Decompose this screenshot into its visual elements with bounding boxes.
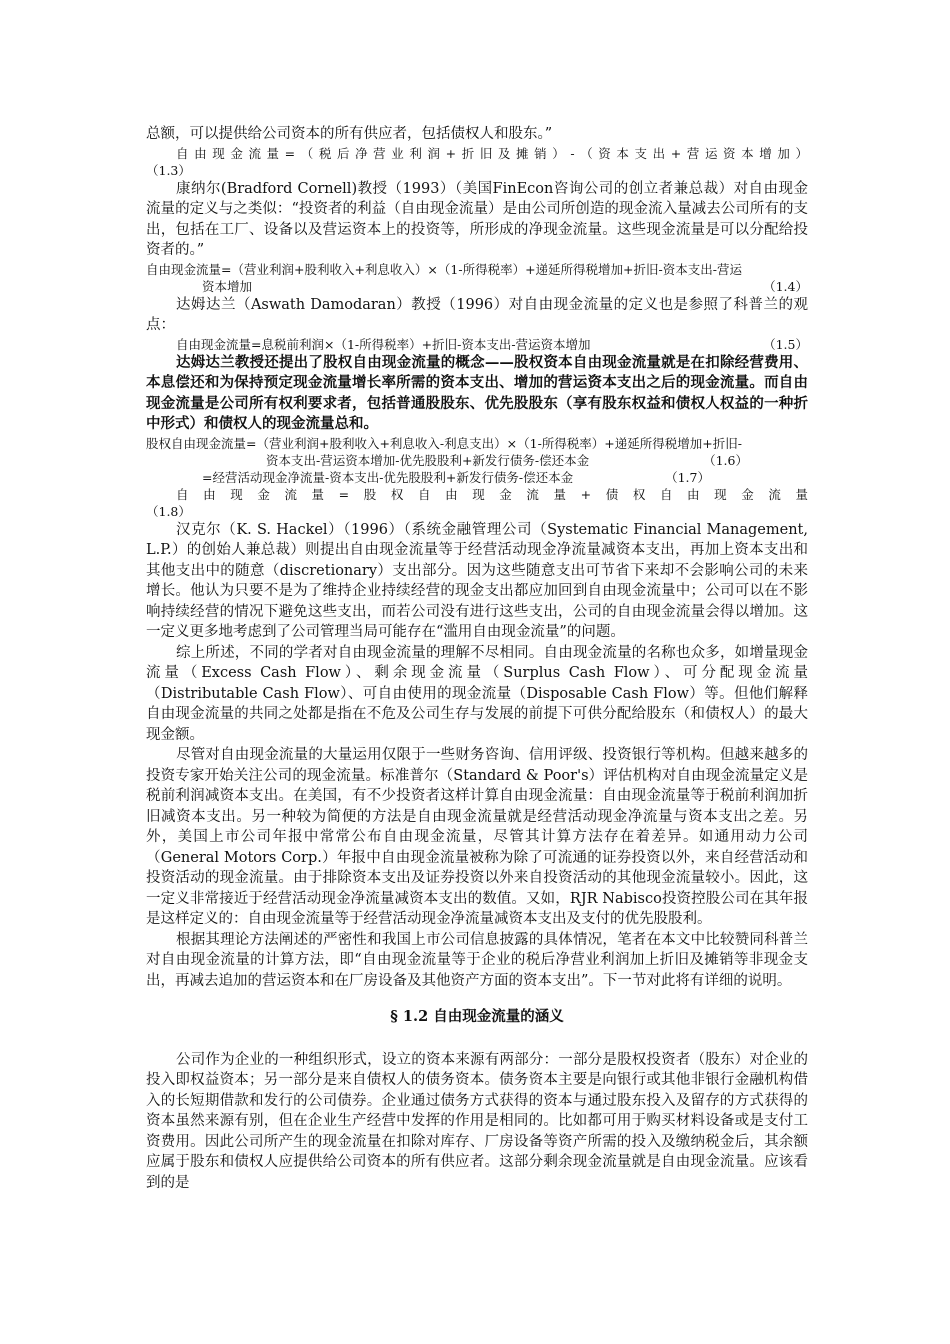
formula-1-6-line2-row [146,452,808,469]
document-page [146,124,808,1193]
section-heading: § 1.2 自由现金流量的涵义 [390,1008,564,1025]
formula-1-6-line2: 资本支出-营运资本增加-优先股股利+新发行债务-偿还本金 [266,452,590,468]
paragraph-top: 总额，可以提供给公司资本的所有供应者，包括债权人和股东。” [146,126,553,142]
formula-1-3: 自由现金流量=（税后净营业利润+折旧及摊销）-（资本支出+营运资本增加） [176,145,808,161]
formula-1-8: 自由现金流量=股权自由现金流量+债权自由现金流量 [176,486,808,502]
paragraph-practice: 尽管对自由现金流量的大量运用仅限于一些财务咨询、信用评级、投资银行等机构。但越来越多的投资专家开始关注公司的现金流量。标准普尔（Standard & Poor's）评估机构对自由现金流量定义是税前利润减资本支出。在美国，有不少投资者这样计算自由现金流量：自由现金流量等于税前利润加折旧减资本支出。另一种较为简便的方法是自由现金流量就是经营活动现金净流量与资本支出之差。另外，美国上市公司年报中常常公布自由现金流量，尽管其计算方法存在着差异。如通用动力公司（General Motors Corp.）年报中自由现金流量被称为除了可流通的证券投资以外，来自经营活动和投资活动的现金流量。由于排除资本支出及证券投资以外来自投资活动的其他现金流量较小。因此，这一定义非常接近于经营活动现金净流量减资本支出的数值。又如，RJR Nabisco投资控股公司在其年报是这样定义的：自由现金流量等于经营活动现金净流量减资本支出及支付的优先股股利。 [146,747,808,927]
formula-1-5-row [146,336,808,353]
formula-1-4-number: （1.4） [763,278,808,294]
paragraph-summary: 综上所述，不同的学者对自由现金流量的理解不尽相同。自由现金流量的名称也众多，如增量现金流量（Excess Cash Flow）、剩余现金流量（Surplus Cash Flow）、可分配现金流量（Distributable Cash Flow）、可自由使用的现金流量（Disposable Cash Flow）等。但他们解释自由现金流量的共同之处都是指在不危及公司生存与发展的前提下可供分配给股东（和债权人）的最大现金额。 [146,644,808,743]
formula-1-6-line1: 股权自由现金流量=（营业利润+股利收入+利息收入-利息支出）×（1-所得税率）+递延所得税增加+折旧- [146,435,742,451]
formula-1-6-number: （1.6） [703,452,748,468]
formula-1-7-number: （1.7） [665,469,710,485]
formula-1-5: 自由现金流量=息税前利润×（1-所得税率）+折旧-资本支出-营运资本增加 [176,336,591,352]
paragraph-hackel: 汉克尔（K. S. Hackel）（1996）（系统金融管理公司（Systematic Financial Management, L.P.）的创始人兼总裁）则提出自由现金流量等于经营活动现金净流量减资本支出，再加上资本支出和其他支出中的随意（discretionary）支出部分。因为这些随意支出可节省下来却不会影响公司的未来增长。他认为只要不是为了维持企业持续经营的现金支出都应加回到自由现金流量中；公司可以在不影响持续经营的情况下避免这些支出，而若公司没有进行这些支出，公司的自由现金流量会得以增加。这一定义更多地考虑到了公司管理当局可能存在“滥用自由现金流量”的问题。 [146,521,808,640]
paragraph-fcfe-bold: 达姆达兰教授还提出了股权自由现金流量的概念——股权资本自由现金流量就是在扣除经营费用、本息偿还和为保持预定现金流量增长率所需的资本支出、增加的营运资本支出之后的现金流量。而自由现金流量是公司所有权利要求者，包括普通股股东、优先股股东（享有股东权益和债权人权益的一种折中形式）和债权人的现金流量总和。 [146,353,808,432]
paragraph-last: 公司作为企业的一种组织形式，设立的资本来源有两部分：一部分是股权投资者（股东）对企业的投入即权益资本；另一部分是来自债权人的债务资本。债务资本主要是向银行或其他非银行金融机构借入的长短期借款和发行的公司债券。企业通过债务方式获得的资本与通过股东投入及留存的方式获得的资本虽然来源有别，但在企业生产经营中发挥的作用是相同的。比如都可用于购买材料设备或是支付工资费用。因此公司所产生的现金流量在扣除对库存、厂房设备等资产所需的投入及缴纳税金后，其余额应属于股东和债权人应提供给公司资本的所有供应者。这部分剩余现金流量就是自由现金流量。应该看到的是 [146,1051,808,1191]
paragraph-damodaran: 达姆达兰（Aswath Damodaran）教授（1996）对自由现金流量的定义也是参照了科普兰的观点： [146,296,808,333]
paragraph-author-view: 根据其理论方法阐述的严密性和我国上市公司信息披露的具体情况，笔者在本文中比较赞同科普兰对自由现金流量的计算方法，即“自由现金流量等于企业的税后净营业利润加上折旧及摊销等非现金支出，再减去追加的营运资本和在厂房设备及其他资产方面的资本支出”。下一节对此将有详细的说明。 [146,931,808,989]
formula-1-4-line1: 自由现金流量=（营业利润+股利收入+利息收入）×（1-所得税率）+递延所得税增加+折旧-资本支出-营运 [146,261,742,277]
formula-1-3-number: （1.3） [146,162,191,178]
formula-1-7-row [146,469,808,486]
paragraph-cornell: 康纳尔(Bradford Cornell)教授（1993）（美国FinEcon咨询公司的创立者兼总裁）对自由现金流量的定义与之类似：“投资者的利益（自由现金流量）是由公司所创造的现金流入量减去公司所有的支出，包括在工厂、设备以及营运资本上的投资等，所形成的净现金流量。这些现金流量是可以分配给投资者的。” [146,180,808,258]
formula-1-8-number: （1.8） [146,503,191,519]
formula-1-4-line2-row [146,278,808,295]
formula-1-5-number: （1.5） [763,336,808,352]
formula-1-7: =经营活动现金净流量-资本支出-优先股股利+新发行债务-偿还本金 [202,469,574,485]
formula-1-4-line2: 资本增加 [202,278,253,294]
